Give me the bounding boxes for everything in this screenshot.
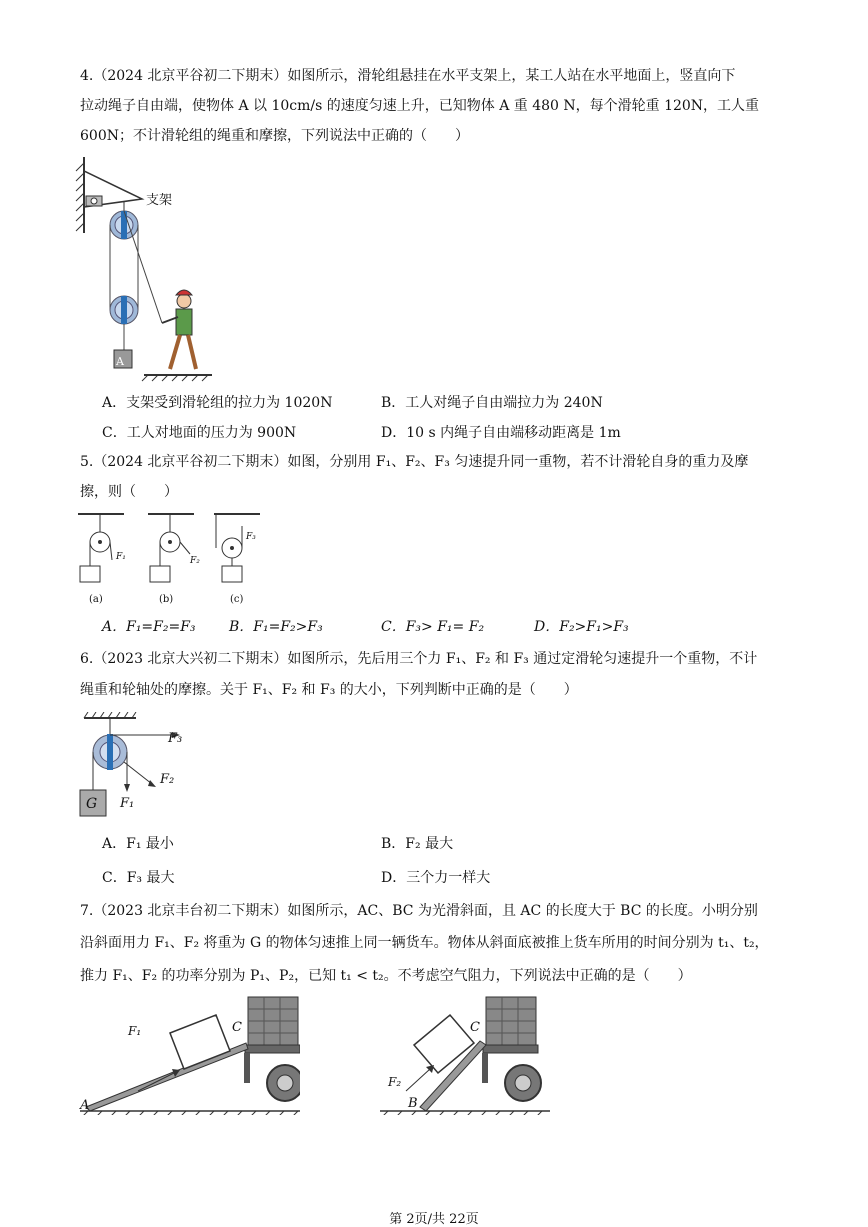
q5-force-c: F₃ [246,532,256,542]
q7-text-line-2: 沿斜面用力 F₁、F₂ 将重为 G 的物体匀速推上同一辆货车。物体从斜面底被推上货车所用的时间分别为 t₁、t₂， [80,935,769,951]
q5-force-b: F₂ [190,556,200,566]
q6-option-a: A．F₁ 最小 [102,836,174,852]
q5-caption-b: (b) [159,594,174,605]
q4-option-d: D．10 s 内绳子自由端移动距离是 1m [381,425,621,441]
q6-label-F1: F₁ [120,796,135,811]
q6-option-c: C．F₃ 最大 [102,870,175,886]
q4-label-A: A [116,355,124,368]
q6-option-d: D．三个力一样大 [381,870,491,886]
q6-label-G: G [86,796,98,812]
q5-option-d: D．F₂>F₁>F₃ [534,619,629,635]
q7-right-label-C: C [470,1020,480,1035]
q4-option-b: B．工人对绳子自由端拉力为 240N [381,395,603,411]
q4-text-line-1: 4.（2024 北京平谷初二下期末）如图所示，滑轮组悬挂在水平支架上，某工人站在水平地面上，竖直向下 [80,68,736,84]
q5-caption-c: (c) [230,594,244,605]
q4-text-line-2: 拉动绳子自由端，使物体 A 以 10cm/s 的速度匀速上升，已知物体 A 重 480 N，每个滑轮重 120N，工人重 [80,98,760,114]
q4-label-bracket: 支架 [146,193,173,208]
q7-text-line-3: 推力 F₁、F₂ 的功率分别为 P₁、P₂，已知 t₁ < t₂。不考虑空气阻力，下列说法中正确的是（ ） [80,968,692,984]
q7-left-label-A: A [80,1098,90,1113]
q6-text-line-2: 绳重和轮轴处的摩擦。关于 F₁、F₂ 和 F₃ 的大小，下列判断中正确的是（ ） [80,682,578,698]
q7-text-line-1: 7.（2023 北京丰台初二下期末）如图所示，AC、BC 为光滑斜面，且 AC 的长度大于 BC 的长度。小明分别 [80,903,758,919]
q6-text-line-1: 6.（2023 北京大兴初二下期末）如图所示，先后用三个力 F₁、F₂ 和 F₃ 通过定滑轮匀速提升一个重物，不计 [80,651,758,667]
q5-caption-a: (a) [89,594,103,605]
q5-text-line-1: 5.（2024 北京平谷初二下期末）如图，分别用 F₁、F₂、F₃ 匀速提升同一重物，若不计滑轮自身的重力及摩 [80,454,749,470]
q5-force-a: F₁ [116,552,126,562]
q4-pulley-figure [72,155,212,385]
page-footer: 第 2页/共 22页 [389,1212,479,1227]
q5-option-c: C．F₃> F₁= F₂ [381,619,485,635]
q7-right-label-B: B [408,1096,418,1111]
q7-right-incline-figure [380,995,550,1115]
q4-option-c: C．工人对地面的压力为 900N [102,425,297,441]
q7-left-label-F: F₁ [128,1024,142,1038]
q5-text-line-2: 擦，则（ ） [80,484,178,500]
q7-left-incline-figure [80,995,300,1115]
q7-left-label-C: C [232,1020,242,1035]
q4-text-line-3: 600N；不计滑轮组的绳重和摩擦，下列说法中正确的（ ） [80,128,469,144]
q6-label-F3: F₃ [168,731,183,746]
q4-option-a: A．支架受到滑轮组的拉力为 1020N [102,395,333,411]
q6-label-F2: F₂ [160,772,175,787]
q5-option-a: A．F₁=F₂=F₃ [102,619,196,635]
q6-option-b: B．F₂ 最大 [381,836,454,852]
q7-right-label-F: F₂ [388,1075,402,1089]
q5-option-b: B．F₁=F₂>F₃ [229,619,323,635]
